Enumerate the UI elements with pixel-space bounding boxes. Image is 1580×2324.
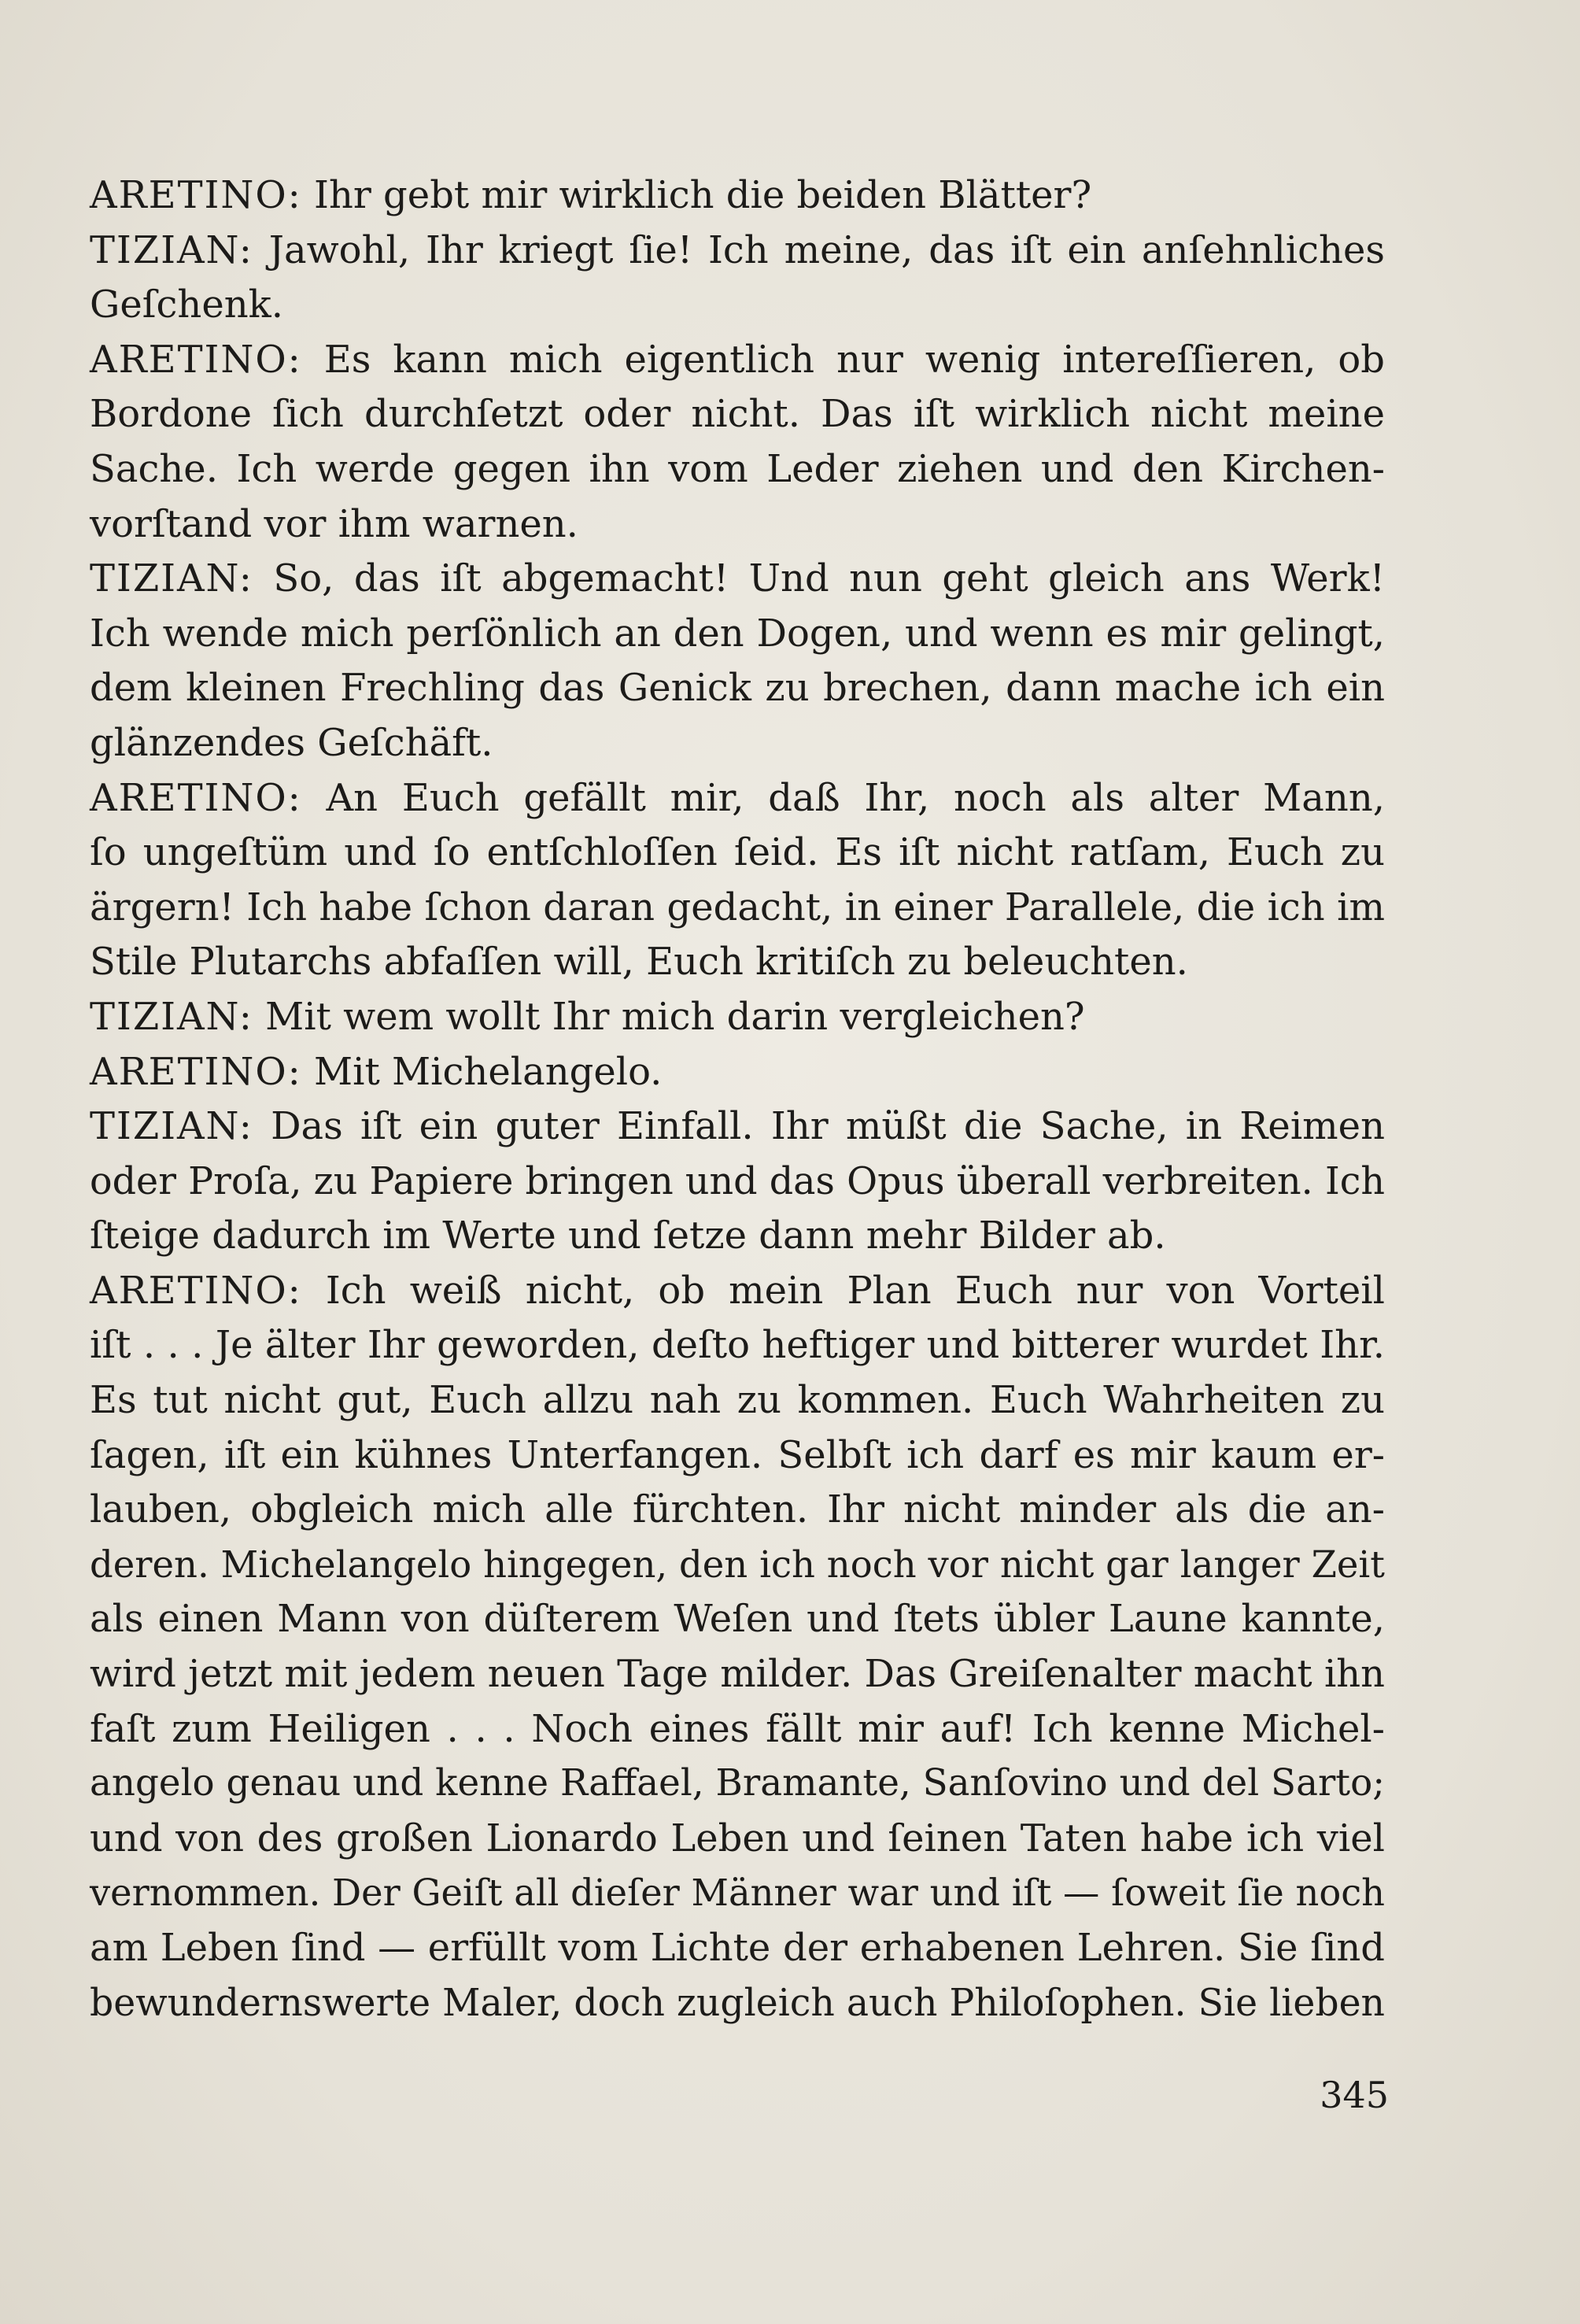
line-text: lauben, obgleich mich alle fürchten. Ihr nicht minder als die an- (90, 1487, 1385, 1532)
line-text: Mit Michelangelo. (301, 1049, 663, 1094)
speaker-name: ARETINO: (90, 337, 302, 382)
line-text: An Euch gefällt mir, daß Ihr, noch als alter Mann, (301, 775, 1385, 820)
line-text: Mit wem wollt Ihr mich darin vergleichen? (253, 994, 1085, 1039)
line-text: Jawohl, Ihr kriegt ſie! Ich meine, das iſt ein anſehnliches (253, 227, 1385, 272)
line-text: vorſtand vor ihm warnen. (90, 501, 578, 546)
page-number: 345 (1320, 2074, 1389, 2116)
text-line (90, 1373, 1385, 1428)
text-line (90, 1592, 1385, 1647)
text-line (90, 1647, 1385, 1702)
line-text: ärgern! Ich habe ſchon daran gedacht, in einer Parallele, die ich im (90, 885, 1385, 929)
text-line (90, 607, 1385, 662)
text-line (90, 826, 1385, 881)
text-line (90, 497, 1385, 552)
line-text: Ihr gebt mir wirklich die beiden Blätter? (301, 173, 1092, 217)
text-line (90, 387, 1385, 442)
text-line (90, 661, 1385, 716)
text-line (90, 1045, 1385, 1100)
text-line (90, 333, 1385, 388)
text-line (90, 278, 1385, 333)
line-text: angelo genau und kenne Raffael, Bramante, Sanſovino und del Sarto; (90, 1762, 1385, 1805)
text-line (90, 716, 1385, 771)
speaker-name: ARETINO: (90, 1268, 302, 1313)
line-text: und von des großen Lionardo Leben und ſeinen Taten habe ich viel (90, 1816, 1385, 1860)
line-text: als einen Mann von düſterem Weſen und ſtets übler Laune kannte, (90, 1597, 1385, 1642)
line-text: glänzendes Geſchäft. (90, 720, 493, 765)
line-text: Geſchenk. (90, 283, 283, 327)
text-line (90, 1921, 1385, 1976)
speaker-name: TIZIAN: (90, 1104, 253, 1149)
dialogue-text-block (90, 168, 1385, 2030)
line-text: ſo ungeſtüm und ſo entſchloſſen ſeid. Es iſt nicht ratſam, Euch zu (90, 830, 1385, 875)
line-text: Ich wende mich perſönlich an den Dogen, und wenn es mir gelingt, (90, 611, 1385, 656)
line-text: bewundernswerte Maler, doch zugleich auch Philoſophen. Sie lieben (90, 1981, 1385, 2025)
text-line (90, 1264, 1385, 1319)
text-line (90, 1318, 1385, 1373)
text-line (90, 442, 1385, 497)
speaker-name: TIZIAN: (90, 556, 253, 601)
line-text: Es kann mich eigentlich nur wenig intereſſieren, ob (301, 337, 1385, 382)
line-text: iſt . . . Je älter Ihr geworden, deſto heftiger und bitterer wurdet Ihr. (90, 1323, 1385, 1368)
line-text: vernommen. Der Geiſt all dieſer Männer war und iſt — ſoweit ſie noch (90, 1871, 1385, 1915)
text-line (90, 1702, 1385, 1757)
line-text: Es tut nicht gut, Euch allzu nah zu kommen. Euch Wahrheiten zu (90, 1378, 1385, 1423)
text-line (90, 935, 1385, 990)
text-line (90, 1812, 1385, 1867)
text-line (90, 1209, 1385, 1264)
line-text: Stile Plutarchs abfaſſen will, Euch kritiſch zu beleuchten. (90, 940, 1188, 985)
line-text: wird jetzt mit jedem neuen Tage milder. Das Greiſenalter macht ihn (90, 1653, 1385, 1697)
line-text: faſt zum Heiligen . . . Noch eines fällt mir auf! Ich kenne Michel- (90, 1706, 1385, 1751)
line-text: Das iſt ein guter Einfall. Ihr müßt die Sache, in Reimen (253, 1104, 1385, 1149)
text-line (90, 881, 1385, 936)
line-text: deren. Michelangelo hingegen, den ich noch vor nicht gar langer Zeit (90, 1543, 1385, 1586)
text-line (90, 1757, 1385, 1812)
text-line (90, 224, 1385, 279)
line-text: ſagen, iſt ein kühnes Unterfangen. Selbſt ich darf es mir kaum er- (90, 1432, 1385, 1477)
speaker-name: ARETINO: (90, 775, 302, 820)
line-text: am Leben ſind — erfüllt vom Lichte der erhabenen Lehren. Sie ſind (90, 1926, 1385, 1970)
text-line (90, 1976, 1385, 2031)
text-line (90, 1155, 1385, 1210)
line-text: ſteige dadurch im Werte und ſetze dann mehr Bilder ab. (90, 1214, 1166, 1258)
line-text: Sache. Ich werde gegen ihn vom Leder ziehen und den Kirchen- (90, 446, 1385, 491)
speaker-name: ARETINO: (90, 173, 302, 217)
text-line (90, 552, 1385, 607)
speaker-name: ARETINO: (90, 1049, 302, 1094)
text-line (90, 1428, 1385, 1483)
line-text: oder Proſa, zu Papiere bringen und das Opus überall verbreiten. Ich (90, 1159, 1385, 1203)
line-text: dem kleinen Frechling das Genick zu brechen, dann mache ich ein (90, 666, 1385, 711)
text-line (90, 1538, 1385, 1593)
line-text: Bordone ſich durchſetzt oder nicht. Das iſt wirklich nicht meine (90, 392, 1385, 437)
text-line (90, 1866, 1385, 1921)
text-line (90, 168, 1385, 224)
line-text: Ich weiß nicht, ob mein Plan Euch nur von Vorteil (301, 1268, 1385, 1313)
text-line (90, 990, 1385, 1045)
speaker-name: TIZIAN: (90, 227, 253, 272)
text-line (90, 1483, 1385, 1538)
line-text: So, das iſt abgemacht! Und nun geht gleich ans Werk! (253, 556, 1385, 601)
text-line (90, 771, 1385, 826)
text-line (90, 1099, 1385, 1155)
speaker-name: TIZIAN: (90, 994, 253, 1039)
